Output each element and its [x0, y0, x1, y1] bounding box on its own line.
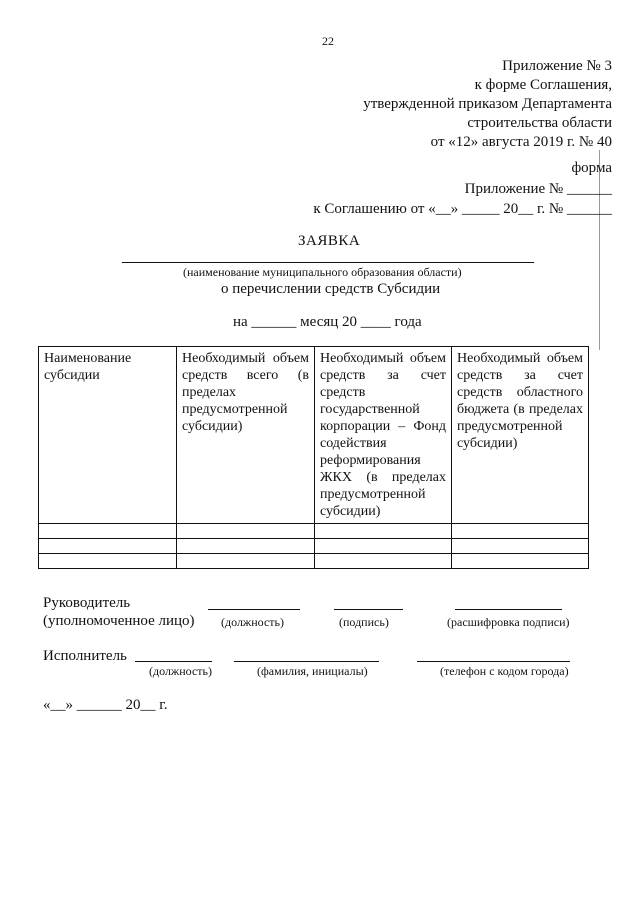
page-number: 22 — [322, 34, 334, 48]
appendix-line: к форме Соглашения, — [474, 77, 612, 93]
head-name-caption: (расшифровка подписи) — [447, 615, 570, 629]
head-signature-caption: (подпись) — [339, 615, 389, 629]
table-cell[interactable] — [177, 524, 315, 539]
table-cell[interactable] — [452, 539, 589, 554]
head-position-caption: (должность) — [221, 615, 284, 629]
table-cell[interactable] — [39, 554, 177, 569]
date-line: «__» ______ 20__ г. — [43, 697, 168, 713]
document-title: ЗАЯВКА — [298, 233, 361, 249]
appendix-line: утвержденной приказом Департамента — [363, 96, 612, 112]
executor-phone-caption: (телефон с кодом города) — [440, 664, 569, 678]
header-total-amount: Необходимый объем средств всего (в пределах предусмотренной субсидии) — [177, 347, 315, 524]
table-cell[interactable] — [452, 554, 589, 569]
head-name-line — [455, 609, 562, 610]
head-label: Руководитель — [43, 595, 131, 611]
executor-position-line — [135, 661, 212, 662]
table-cell[interactable] — [315, 524, 452, 539]
header-subsidy-name: Наименование субсидии — [39, 347, 177, 524]
table-cell[interactable] — [315, 539, 452, 554]
executor-name-line — [234, 661, 379, 662]
executor-name-caption: (фамилия, инициалы) — [257, 664, 368, 678]
table-cell[interactable] — [177, 554, 315, 569]
table-header-row — [39, 347, 589, 524]
request-table — [38, 346, 589, 569]
table-cell[interactable] — [39, 524, 177, 539]
appendix-block — [363, 57, 612, 152]
document-subtitle: о перечислении средств Субсидии — [221, 281, 441, 297]
executor-phone-line — [417, 661, 570, 662]
form-appendix-line: к Соглашению от «__» _____ 20__ г. № ______ — [313, 201, 612, 217]
period-line: на ______ месяц 20 ____ года — [233, 314, 422, 330]
table-cell[interactable] — [177, 539, 315, 554]
form-appendix-line: Приложение № ______ — [464, 181, 612, 197]
appendix-line: строительства области — [467, 115, 612, 131]
municipality-fill-line — [122, 262, 534, 263]
appendix-line: Приложение № 3 — [502, 58, 612, 74]
table-row — [39, 524, 589, 539]
table-cell[interactable] — [315, 554, 452, 569]
table-row — [39, 554, 589, 569]
head-signature-line — [334, 609, 403, 610]
appendix-line: от «12» августа 2019 г. № 40 — [430, 134, 612, 150]
table-row — [39, 539, 589, 554]
executor-label: Исполнитель — [43, 648, 127, 664]
municipality-caption: (наименование муниципального образования области) — [183, 265, 462, 279]
header-fund-amount: Необходимый объем средств за счет средств государственной корпорации – Фонд содействия реформирования ЖКХ (в пределах предусмотренной субсидии) — [315, 347, 452, 524]
form-appendix-block — [313, 179, 612, 219]
executor-position-caption: (должность) — [149, 664, 212, 678]
table-cell[interactable] — [452, 524, 589, 539]
form-label: форма — [571, 160, 612, 176]
header-regional-amount: Необходимый объем средств за счет средств областного бюджета (в пределах предусмотренной субсидии) — [452, 347, 589, 524]
head-position-line — [208, 609, 300, 610]
table-cell[interactable] — [39, 539, 177, 554]
head-label-sub: (уполномоченное лицо) — [43, 613, 195, 629]
